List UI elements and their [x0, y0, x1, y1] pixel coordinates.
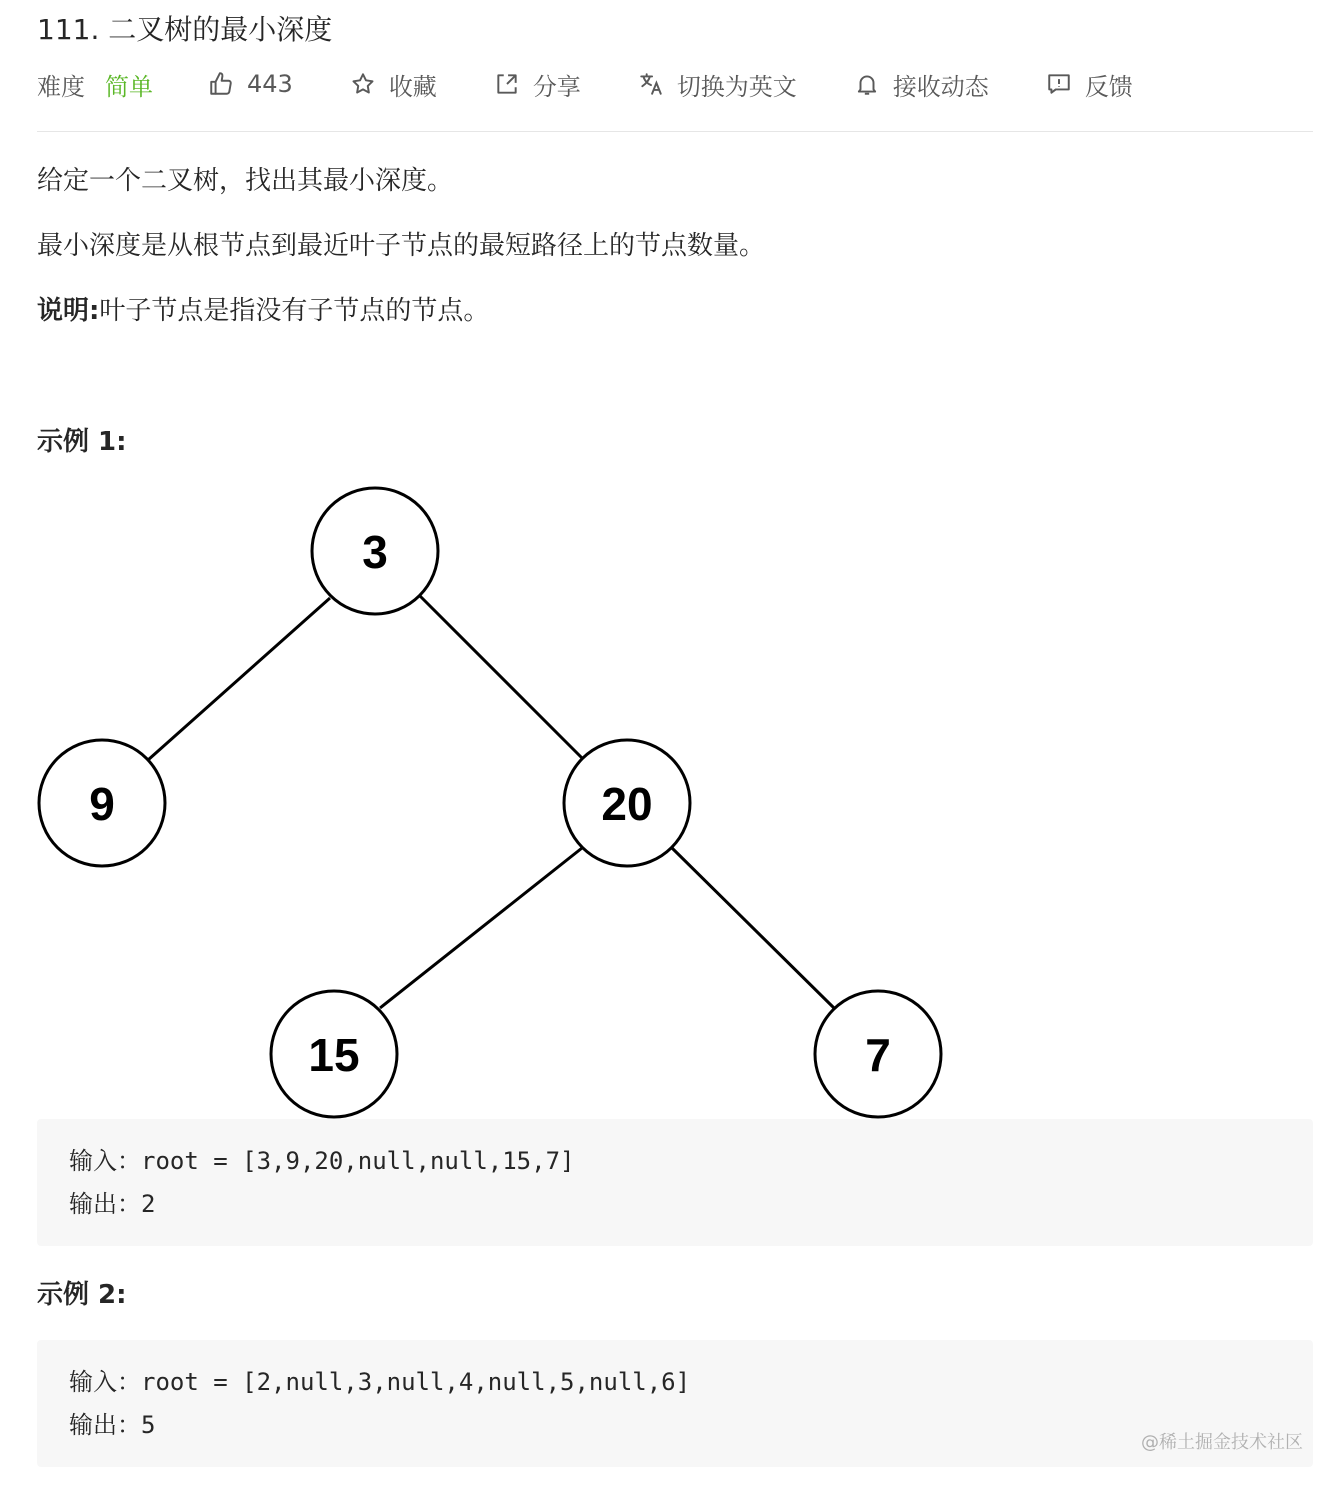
description-paragraph-2: 最小深度是从根节点到最近叶子节点的最短路径上的节点数量。	[37, 231, 766, 261]
input-value: root = [2,null,3,null,4,null,5,null,6]	[141, 1368, 691, 1396]
difficulty-badge: 简单	[105, 72, 153, 101]
star-icon	[349, 70, 377, 98]
example-2-output-line	[69, 1407, 155, 1443]
notify-button[interactable]	[853, 67, 989, 102]
bell-icon	[853, 70, 881, 98]
tree-node-label: 20	[601, 778, 653, 830]
output-value: 5	[141, 1411, 156, 1439]
tree-node-label: 7	[865, 1029, 891, 1081]
tree-node-label: 15	[308, 1029, 360, 1081]
tree-edge-3-20	[420, 596, 582, 758]
tree-edge-3-9	[148, 598, 330, 760]
output-value: 2	[141, 1190, 156, 1218]
example-1-output-line	[69, 1186, 155, 1222]
translate-icon	[637, 70, 665, 98]
feedback-icon	[1045, 70, 1073, 98]
notify-label: 接收动态	[892, 72, 989, 101]
like-button[interactable]	[207, 70, 293, 98]
example-1-input-line	[69, 1143, 574, 1179]
problem-meta-bar	[37, 64, 1133, 104]
example-2-input-line	[69, 1364, 690, 1400]
feedback-button[interactable]	[1045, 67, 1133, 102]
input-label: 输入：	[69, 1147, 141, 1175]
input-value: root = [3,9,20,null,null,15,7]	[141, 1147, 575, 1175]
difficulty-label: 难度	[37, 72, 85, 101]
translate-button[interactable]	[637, 67, 797, 102]
thumbs-up-icon	[207, 70, 235, 98]
description-note	[37, 291, 489, 331]
page-title: 111. 二叉树的最小深度	[37, 13, 333, 46]
like-count: 443	[247, 70, 293, 98]
header-divider	[37, 131, 1313, 132]
output-label: 输出：	[69, 1190, 141, 1218]
example-2-code-block	[37, 1340, 1313, 1467]
favorite-button[interactable]	[349, 67, 437, 102]
share-icon	[493, 70, 521, 98]
note-text: 叶子节点是指没有子节点的节点。	[99, 296, 490, 326]
example-1-code-block	[37, 1119, 1313, 1246]
note-label: 说明:	[37, 296, 100, 326]
favorite-label: 收藏	[388, 72, 437, 101]
translate-label: 切换为英文	[676, 72, 797, 101]
feedback-label: 反馈	[1084, 72, 1133, 101]
description-paragraph-1: 给定一个二叉树，找出其最小深度。	[37, 166, 454, 196]
share-button[interactable]	[493, 67, 581, 102]
share-label: 分享	[532, 72, 581, 101]
tree-edge-20-7	[672, 848, 834, 1008]
tree-node-label: 9	[89, 778, 115, 830]
input-label: 输入：	[69, 1368, 141, 1396]
example-1-tree-diagram	[0, 470, 960, 1130]
example-2-title: 示例 2:	[37, 1280, 127, 1310]
output-label: 输出：	[69, 1411, 141, 1439]
watermark: @稀土掘金技术社区	[1141, 1432, 1303, 1453]
tree-node-label: 3	[362, 526, 388, 578]
example-1-title: 示例 1:	[37, 427, 127, 457]
tree-edge-20-15	[380, 848, 582, 1008]
